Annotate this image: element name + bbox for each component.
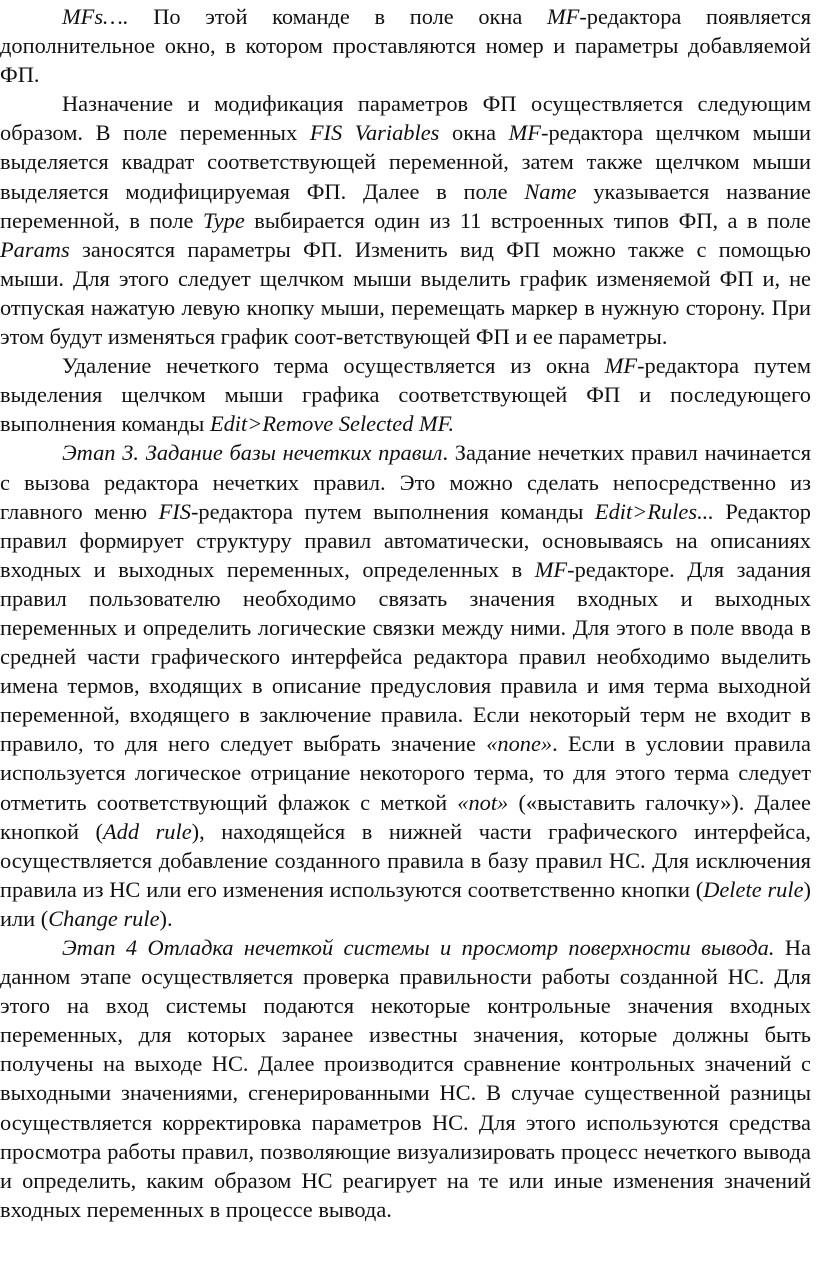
italic-run: «not» <box>457 789 509 815</box>
italic-run: MF <box>546 4 580 29</box>
text-run: («выставить галочку»). Далее кнопкой ( <box>0 789 811 844</box>
italic-run: Type <box>202 207 245 233</box>
text-run: ). <box>159 905 173 931</box>
italic-run: Этап 3. Задание базы нечетких правил <box>62 440 443 466</box>
italic-run: FIS Variables <box>309 120 440 146</box>
italic-run: MFs…. <box>62 4 129 29</box>
text-run: окна <box>439 120 509 146</box>
text-run: Удаление нечеткого терма осуществляется из окна <box>62 353 605 379</box>
text-run: Назначение и модификация параметров ФП осуществляется следующим образом. В поле переменных <box>0 91 811 146</box>
italic-run: MF <box>534 556 568 582</box>
text-run: По этой команде в поле окна <box>128 4 547 29</box>
paragraph-mfs-command <box>0 2 811 89</box>
text-run: -редактора появляется дополнительное окно, в котором проставляются номер и параметры добавляемой ФП. <box>0 4 812 88</box>
paragraph-stage-4-debug <box>0 933 811 1224</box>
italic-run: Delete rule <box>703 876 804 902</box>
italic-run: Этап 4 Отладка нечеткой системы и просмотр поверхности вывода. <box>62 935 775 960</box>
italic-run: Add rule <box>102 818 192 844</box>
text-run: -редакторе. Для задания правил пользователю необходимо связать значения входных и выходных переменных и определить логические связки между ними. Для этого в поле ввода в средней части графического интерфейса редактора правил необходимо выделить имена термов, входящих в описание предусловия правила и имя терма выходной переменной, входящего в заключение правила. Если некоторый терм не входит в правило, то для него следует выбрать значение <box>0 556 811 757</box>
text-run: Редактор правил формирует структуру правил автоматически, основываясь на описаниях входных и выходных переменных, определенных в <box>0 498 811 582</box>
text-run: заносятся параметры ФП. Изменить вид ФП можно также с помощью мыши. Для этого следует щелчком мыши выделить график изменяемой ФП и, не отпуская нажатую левую кнопку мыши, перемещать маркер в нужную сторону. При этом будут изменяться график соот-ветствующей ФП и ее параметры. <box>0 236 811 350</box>
paragraph-term-removal <box>0 351 811 438</box>
text-run: На данном этапе осуществляется проверка правильности работы созданной НС. Для этого на вход системы подаются некоторые контрольные значения входных переменных, для которых заранее известны значения, которые должны быть получены на выходе НС. Далее производится сравнение контрольных значений с выходными значениями, сгенерированными НС. В случае существенной разницы осуществляется корректировка параметров НС. Для этого используются средства просмотра работы правил, позволяющие визуализировать процесс нечеткого вывода и определить, каким образом НС реагирует на те или иные изменения значений входных переменных в процессе вывода. <box>0 935 811 1222</box>
paragraph-parameter-modification <box>0 89 811 351</box>
italic-run: Name <box>524 178 577 204</box>
text-run: -редактора путем выделения щелчком мыши графика соответствующей ФП и последующего выполнения команды <box>0 353 811 437</box>
text-run: . Задание нечетких правил начинается с вызова редактора нечетких правил. Это можно сделать непосредственно из главного меню <box>0 440 811 524</box>
document-page <box>0 2 811 1224</box>
italic-run: MF <box>604 353 638 379</box>
italic-run: «none» <box>486 731 553 757</box>
text-run: ), находящейся в нижней части графического интерфейса, осуществляется добавление созданного правила в базу правил НС. Для исключения правила из НС или его изменения используются соответственно кнопки ( <box>0 818 812 902</box>
text-run: выбирается один из 11 встроенных типов ФП, а в поле <box>244 207 811 233</box>
text-run: -редактора щелчком мыши выделяется квадрат соответствующей переменной, затем также щелчком мыши выделяется модифицируемая ФП. Далее в поле <box>0 120 812 204</box>
text-run: -редактора путем выполнения команды <box>190 498 595 524</box>
italic-run: Edit>Remove Selected MF. <box>209 411 455 437</box>
paragraph-stage-3-rules <box>0 438 811 933</box>
text-run: ) или ( <box>0 876 811 931</box>
italic-run: Params <box>0 236 70 262</box>
text-run: указывается название переменной, в поле <box>0 178 811 233</box>
italic-run: Edit>Rules... <box>594 498 714 524</box>
italic-run: Change rule <box>48 905 160 931</box>
italic-run: MF <box>508 120 541 146</box>
italic-run: FIS <box>158 498 191 524</box>
text-run: . Если в условии правила используется логическое отрицание некоторого терма, то для этого терма следует отметить соответствующий флажок с меткой <box>0 731 811 815</box>
